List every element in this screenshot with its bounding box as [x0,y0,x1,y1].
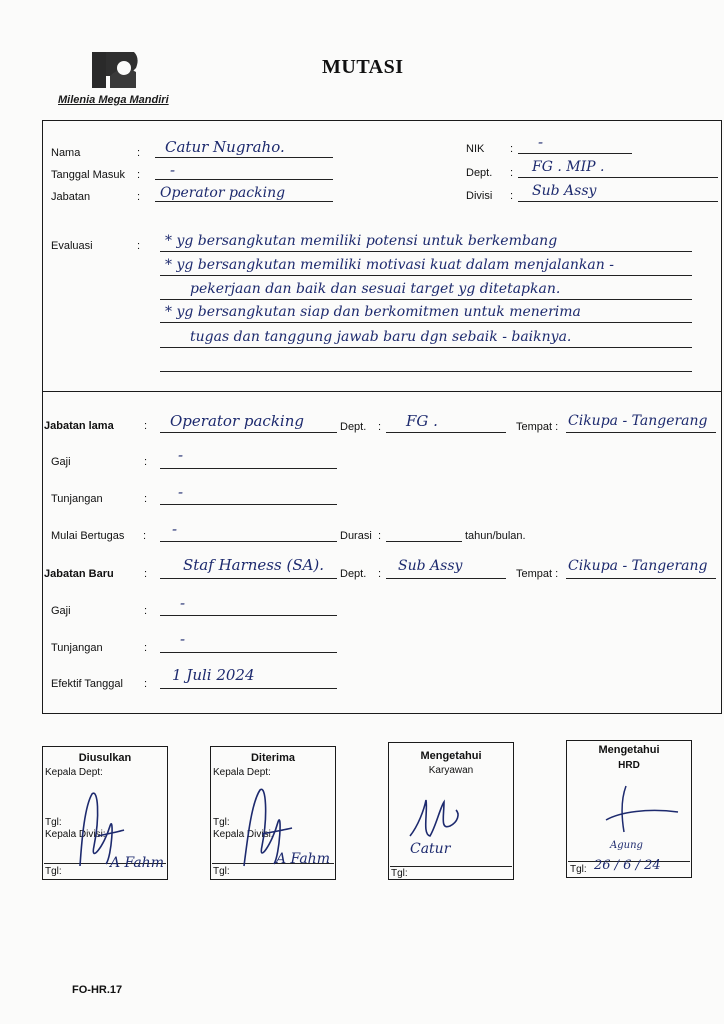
hrd-signature [598,782,688,840]
start-duty-label: Mulai Bertugas [51,530,125,542]
nik-value: - [538,133,544,151]
evaluation-line-4: * yg bersangkutan siap dan berkomitmen untuk menerima [165,304,581,320]
accepted-div-head-label: Kepala Divisi: [213,829,274,840]
hrd-date-value: 26 / 6 / 24 [594,858,661,873]
division-value: Sub Assy [532,183,597,199]
old-salary-value: - [178,446,184,464]
old-position-line [160,432,337,433]
old-place-value: Cikupa - Tangerang [568,413,708,429]
old-allowance-label: Tunjangan [51,493,103,505]
new-place-label: Tempat : [516,568,559,580]
new-position-label: Jabatan Baru [44,568,114,580]
name-label: Nama [51,147,81,159]
employee-ack-subtitle: Karyawan [428,765,474,776]
position-line [155,201,333,202]
effective-date-colon: : [144,678,148,690]
old-dept-label: Dept. [340,421,367,433]
division-colon: : [510,190,514,202]
old-salary-line [160,468,337,469]
new-salary-value: - [180,594,186,612]
evaluation-label: Evaluasi [51,240,93,252]
new-salary-label: Gaji [51,605,71,617]
employee-date-label: Tgl: [391,868,408,879]
name-line [155,157,333,158]
company-logo [88,46,142,92]
old-place-label: Tempat : [516,421,559,433]
division-line [518,201,718,202]
nik-label: NIK [466,143,485,155]
position-label: Jabatan [51,191,91,203]
position-value: Operator packing [160,185,286,201]
proposed-signer-name: A Fahm [110,855,164,871]
proposed-date-label-2: Tgl: [45,866,62,877]
new-dept-value: Sub Assy [398,558,463,574]
division-label: Divisi [466,190,493,202]
hrd-ack-subtitle: HRD [618,760,640,771]
new-salary-line [160,615,337,616]
new-allowance-line [160,652,337,653]
hrd-date-label: Tgl: [570,864,587,875]
old-allowance-value: - [178,483,184,501]
accepted-dept-head-label: Kepala Dept: [213,767,271,778]
evaluation-rule-4 [160,322,692,323]
old-allowance-line [160,504,337,505]
new-allowance-label: Tunjangan [51,642,103,654]
start-duty-colon: : [143,530,147,542]
new-position-value: Staf Harness (SA). [183,556,325,574]
dept-label: Dept. [466,167,493,179]
evaluation-colon: : [137,240,141,252]
old-position-colon: : [144,420,148,432]
start-date-value: - [170,161,176,179]
name-colon: : [137,147,141,159]
new-place-value: Cikupa - Tangerang [568,558,708,574]
old-salary-colon: : [144,456,148,468]
proposed-title: Diusulkan [78,752,132,764]
accepted-signer-name: A Fahm [276,851,330,867]
name-value: Catur Nugraho. [165,138,285,156]
effective-date-label: Efektif Tanggal [51,678,123,690]
evaluation-rule-1 [160,251,692,252]
proposed-date-label: Tgl: [45,817,62,828]
new-position-line [160,578,337,579]
effective-date-value: 1 Juli 2024 [172,666,255,684]
hrd-signer-name: Agung [610,840,643,851]
employee-date-rule [390,866,512,867]
dept-colon: : [510,167,514,179]
employee-signer-name: Catur [410,841,451,857]
evaluation-line-2: * yg bersangkutan memiliki motivasi kuat dalam menjalankan - [165,257,614,273]
start-date-line [155,179,333,180]
evaluation-rule-2 [160,275,692,276]
proposed-div-head-label: Kepala Divisi: [45,829,106,840]
section-divider [42,391,722,392]
old-place-line [566,432,716,433]
start-duty-line [160,541,337,542]
new-position-colon: : [144,568,148,580]
evaluation-rule-3 [160,299,692,300]
start-duty-value: - [172,520,178,538]
old-position-value: Operator packing [170,412,304,430]
evaluation-line-1: * yg bersangkutan memiliki potensi untuk berkembang [165,233,558,249]
duration-line [386,541,462,542]
old-dept-value: FG . [406,412,438,430]
employee-ack-title: Mengetahui [420,750,482,762]
new-salary-colon: : [144,605,148,617]
old-allowance-colon: : [144,493,148,505]
old-dept-colon: : [378,421,382,433]
duration-unit: tahun/bulan. [465,530,526,542]
old-salary-label: Gaji [51,456,71,468]
company-name: Milenia Mega Mandiri [58,94,169,106]
accepted-title: Diterima [250,752,296,764]
position-colon: : [137,191,141,203]
accepted-date-label-2: Tgl: [213,866,230,877]
start-date-colon: : [137,169,141,181]
start-date-label: Tanggal Masuk [51,169,125,181]
old-dept-line [386,432,506,433]
new-dept-colon: : [378,568,382,580]
duration-label: Durasi [340,530,372,542]
new-dept-line [386,578,506,579]
dept-line [518,177,718,178]
evaluation-line-5: tugas dan tanggung jawab baru dgn sebaik - baiknya. [190,329,572,345]
proposed-dept-head-label: Kepala Dept: [45,767,103,778]
duration-colon: : [378,530,382,542]
new-place-line [566,578,716,579]
evaluation-rule-5 [160,347,692,348]
old-position-label: Jabatan lama [44,420,114,432]
dept-value: FG . MIP . [532,159,605,175]
new-allowance-colon: : [144,642,148,654]
document-title: MUTASI [322,56,404,78]
new-dept-label: Dept. [340,568,367,580]
employee-signature [400,796,470,846]
nik-colon: : [510,143,514,155]
form-code: FO-HR.17 [72,984,123,996]
evaluation-line-3: pekerjaan dan baik dan sesuai target yg ditetapkan. [190,281,561,297]
hrd-ack-title: Mengetahui [598,744,660,756]
effective-date-line [160,688,337,689]
evaluation-rule-6 [160,371,692,372]
new-allowance-value: - [180,630,186,648]
accepted-date-label: Tgl: [213,817,230,828]
nik-line [518,153,632,154]
